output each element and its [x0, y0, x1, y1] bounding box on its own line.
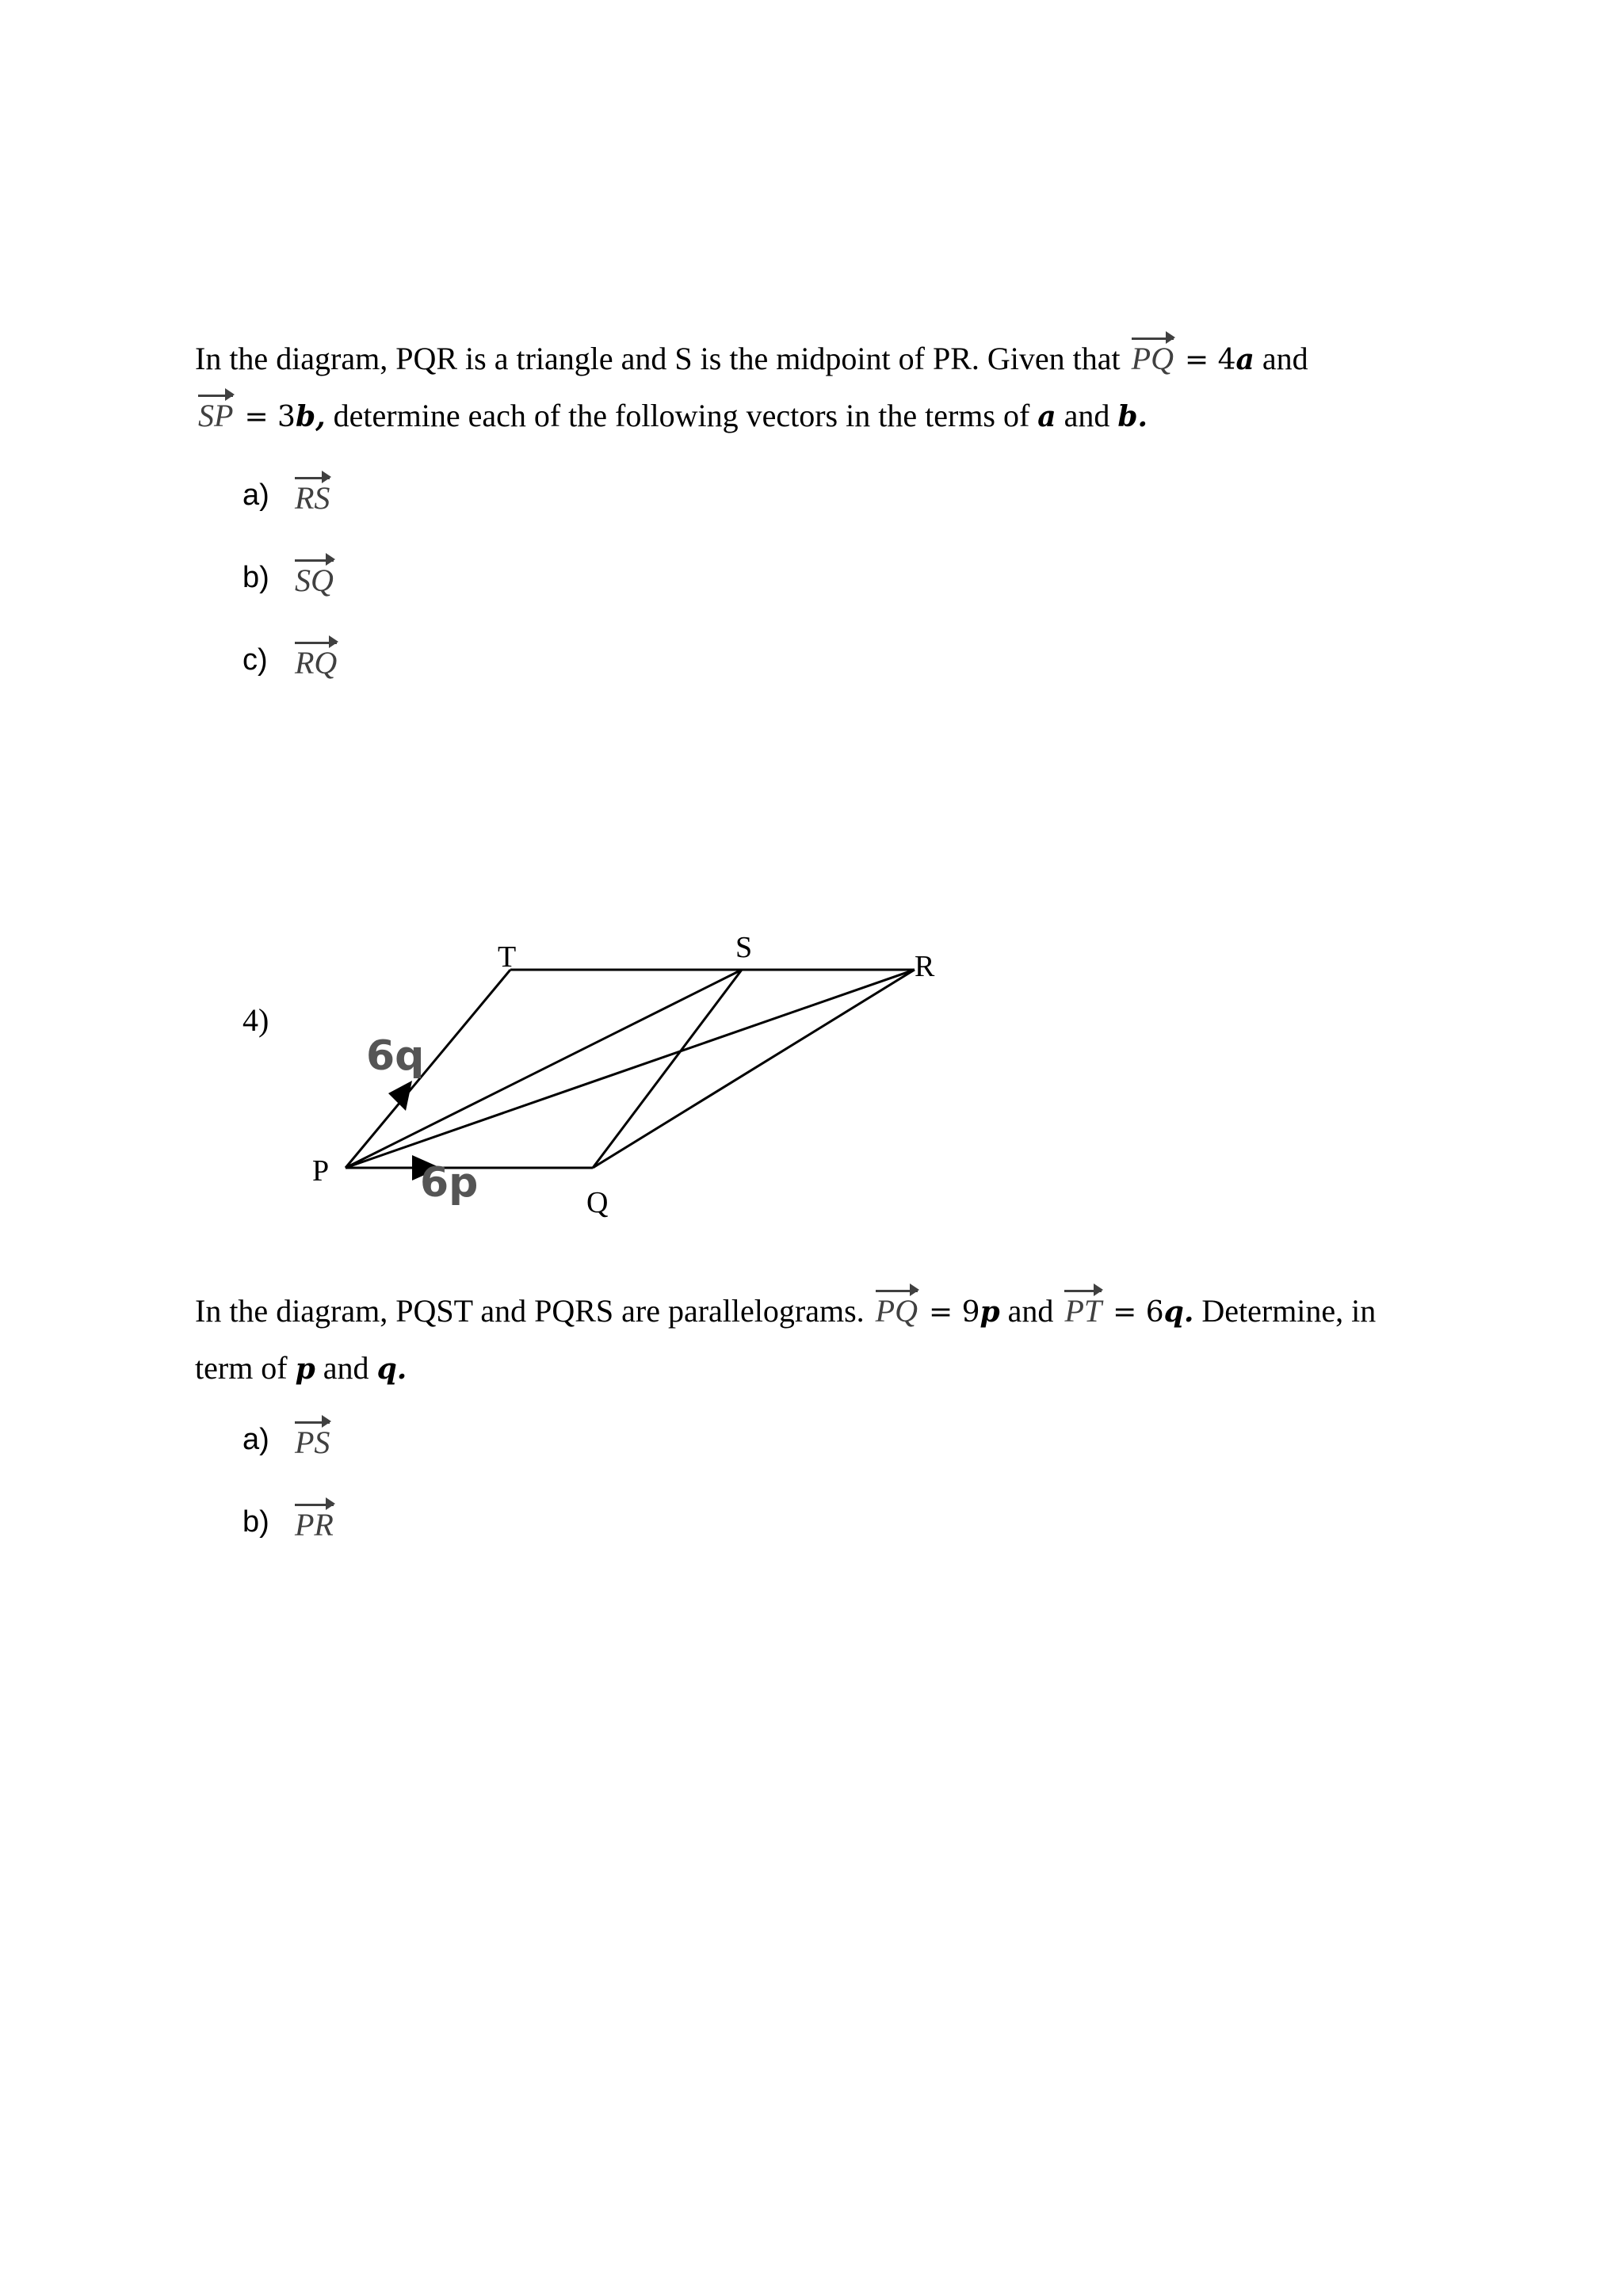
- q3-part-b: [242, 559, 337, 597]
- vector-pt: PT: [1064, 1290, 1102, 1327]
- q3-var-b: b.: [1117, 400, 1148, 433]
- vector-sq: SQ: [295, 559, 334, 597]
- q4-pt-equals: = 6: [1113, 1296, 1164, 1329]
- vector-ps: PS: [295, 1421, 330, 1459]
- vector-pr: PR: [295, 1504, 334, 1541]
- q4-var-q: q.: [376, 1352, 407, 1386]
- q4-part-a: [242, 1421, 333, 1459]
- part-letter: a): [242, 1423, 269, 1456]
- vector-pq: PQ: [1132, 338, 1174, 375]
- q3-pq-variable: a: [1235, 343, 1254, 376]
- q3-part-a: [242, 477, 333, 514]
- label-6q: 6q: [366, 1032, 425, 1080]
- q3-and-1: and: [1262, 341, 1308, 376]
- q3-pq-equals: = 4: [1184, 344, 1236, 376]
- q3-sp-equals: = 3: [244, 401, 296, 433]
- question-4-text: [195, 1283, 1431, 1397]
- parallelogram-diagram: [301, 935, 951, 1236]
- part-letter: c): [242, 643, 268, 677]
- q4-and-2: and: [323, 1350, 369, 1386]
- diagonal-pr: [346, 970, 915, 1168]
- q3-var-a: a: [1037, 400, 1056, 433]
- q3-part-c: [242, 642, 340, 679]
- vector-rs: RS: [295, 477, 330, 514]
- vector-pq: PQ: [876, 1290, 918, 1327]
- question-3-text: [195, 331, 1431, 445]
- q4-intro-1: In the diagram, PQST and PQRS are parallelograms.: [195, 1293, 865, 1329]
- arrow-pt-icon: [388, 1081, 412, 1111]
- q4-part-b: [242, 1504, 337, 1541]
- q4-pt-variable: q.: [1163, 1295, 1194, 1329]
- vector-rq: RQ: [295, 642, 337, 679]
- part-letter: b): [242, 1505, 269, 1539]
- q3-intro-1: In the diagram, PQR is a triangle and S is the midpoint of PR. Given that: [195, 341, 1121, 376]
- q4-pq-equals: = 9: [928, 1296, 980, 1329]
- q4-intro-2: Determine, in term of: [195, 1293, 1377, 1386]
- vector-sp: SP: [198, 395, 233, 432]
- edge-qs: [593, 970, 742, 1168]
- vertex-label-s: S: [735, 935, 753, 964]
- edge-qr: [593, 970, 915, 1168]
- q4-pq-variable: p: [980, 1295, 1000, 1329]
- vertex-label-t: T: [498, 940, 517, 974]
- q4-var-p: p: [295, 1352, 315, 1386]
- q3-sp-variable: b,: [295, 400, 326, 433]
- label-6p: 6p: [420, 1159, 479, 1207]
- q4-and-1: and: [1007, 1293, 1054, 1329]
- q3-and-2: and: [1064, 398, 1110, 433]
- vertex-label-q: Q: [586, 1186, 609, 1219]
- part-letter: a): [242, 479, 269, 512]
- q3-intro-2: determine each of the following vectors in the terms of: [333, 398, 1030, 433]
- question-4-number: 4): [242, 1002, 269, 1038]
- vertex-label-r: R: [915, 950, 935, 983]
- vertex-label-p: P: [312, 1154, 330, 1188]
- part-letter: b): [242, 561, 269, 594]
